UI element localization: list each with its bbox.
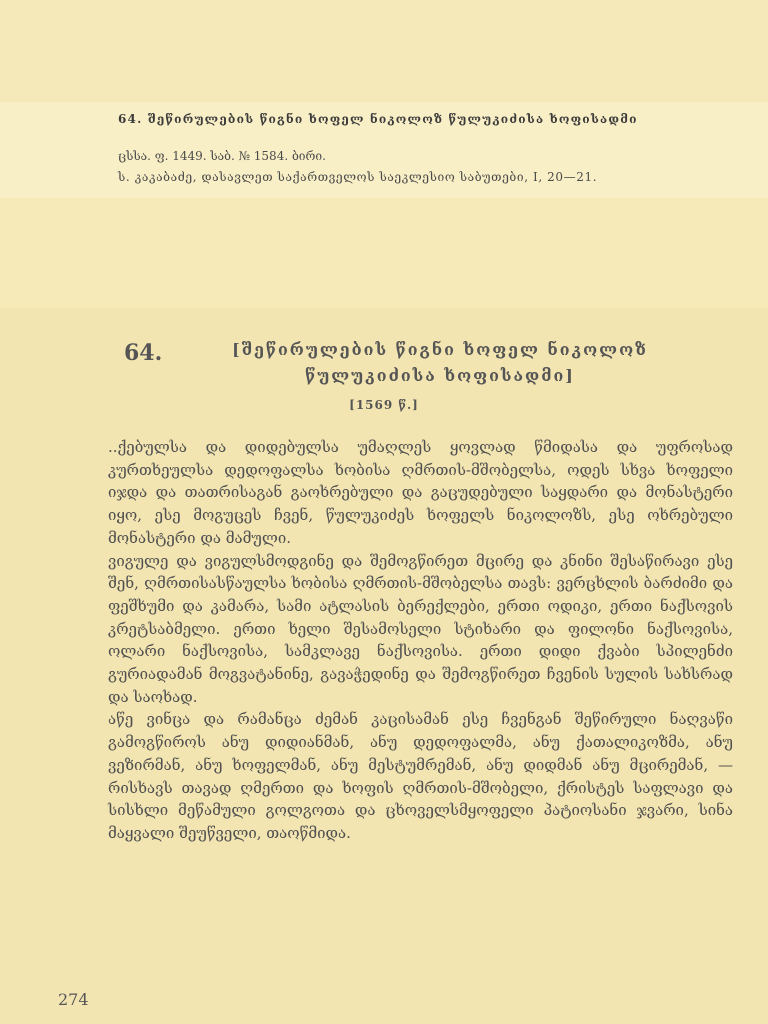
document-number: 64. — [124, 340, 163, 366]
header-publication-line: ს. კაკაბაძე, დასავლეთ საქართველოს საეკლესიო საბუთები, I, 20—21. — [118, 170, 598, 184]
document-title-line-1: [შეწირულების წიგნი ხოფელ ნიკოლოზ — [232, 340, 648, 359]
document-date: [1569 წ.] — [349, 398, 419, 412]
scan-top-margin — [0, 0, 768, 102]
scan-mid-margin — [0, 198, 768, 308]
document-body — [108, 436, 733, 845]
header-title: 64. შეწირულების წიგნი ხოფელ ნიკოლოზ წულუკიძისა ხოფისადმი — [118, 112, 638, 126]
document-title-line-2: წულუკიძისა ხოფისადმი] — [305, 366, 575, 385]
paragraph: აწე ვინცა და რამანცა ძემან კაცისამან ესე ჩვენგან შეწირული ნაღვაწი გამოგწიროს ანუ დიდიანმან, ანუ დედოფალმა, ანუ ქათალიკოზმა, ანუ ვეზირმან, ანუ ხოფელმან, ანუ მესტუმრემან, ანუ დიდმან ანუ მცირემან, — რისხავს თავად ღმერთი და ხოფის ღმრთის-მშობელი, ქრისტეს საფლავი და სისხლი მეწამული გოლგოთა და ცხოველსმყოფელი პატიოსანი ჯვარი, სინა მაყვალი შეუწველი, თაოწმიდა. — [108, 710, 733, 842]
header-source-line: ცსსა. ფ. 1449. საბ. № 1584. ბირი. — [118, 149, 326, 163]
paragraph: ..ქებულსა და დიდებულსა უმაღლეს ყოვლად წმიდასა და უფროსად კურთხეულსა დედოფალსა ხობისა ღმრთის-მშობელსა, ოდეს სხვა ხოფელი იჯდა და თათრისაგან გაოხრებული და გაცუდებული საყდარი და მონასტერი იყო, ესე მოგუცეს ჩვენ, წულუკიძეს ხოფელს ნიკოლოზს, ესე ოხრებული მონასტერი და მამული. — [108, 438, 733, 547]
document-title — [180, 337, 700, 389]
page-number: 274 — [58, 990, 89, 1009]
paragraph: ვიგულე და ვიგულსმოდგინე და შემოგწირეთ მცირე და კნინი შესაწირავი ესე შენ, ღმრთისასწაულსა ხობისა ღმრთის-მშობელსა თავს: ვერცხლის ბარძიმი და ფეშხუმი და კამარა, სამი ატლასის ბერექლები, ერთი ოდიკი, ერთი ნაქსოვის კრეტსაბმელი. ერთი ხელი შესამოსელი სტიხარი და ფილონი ნაქსოვისა, ოლარი ნაქსოვისა, სამკლავე ნაქსოვისა. ერთი დიდი ქვაბი სპილენძი გურიადამან მოგვატანინე, გავაჭედინე და შემოგწირეთ ჩვენის სულის სახსრად და საოხად. — [108, 551, 733, 706]
